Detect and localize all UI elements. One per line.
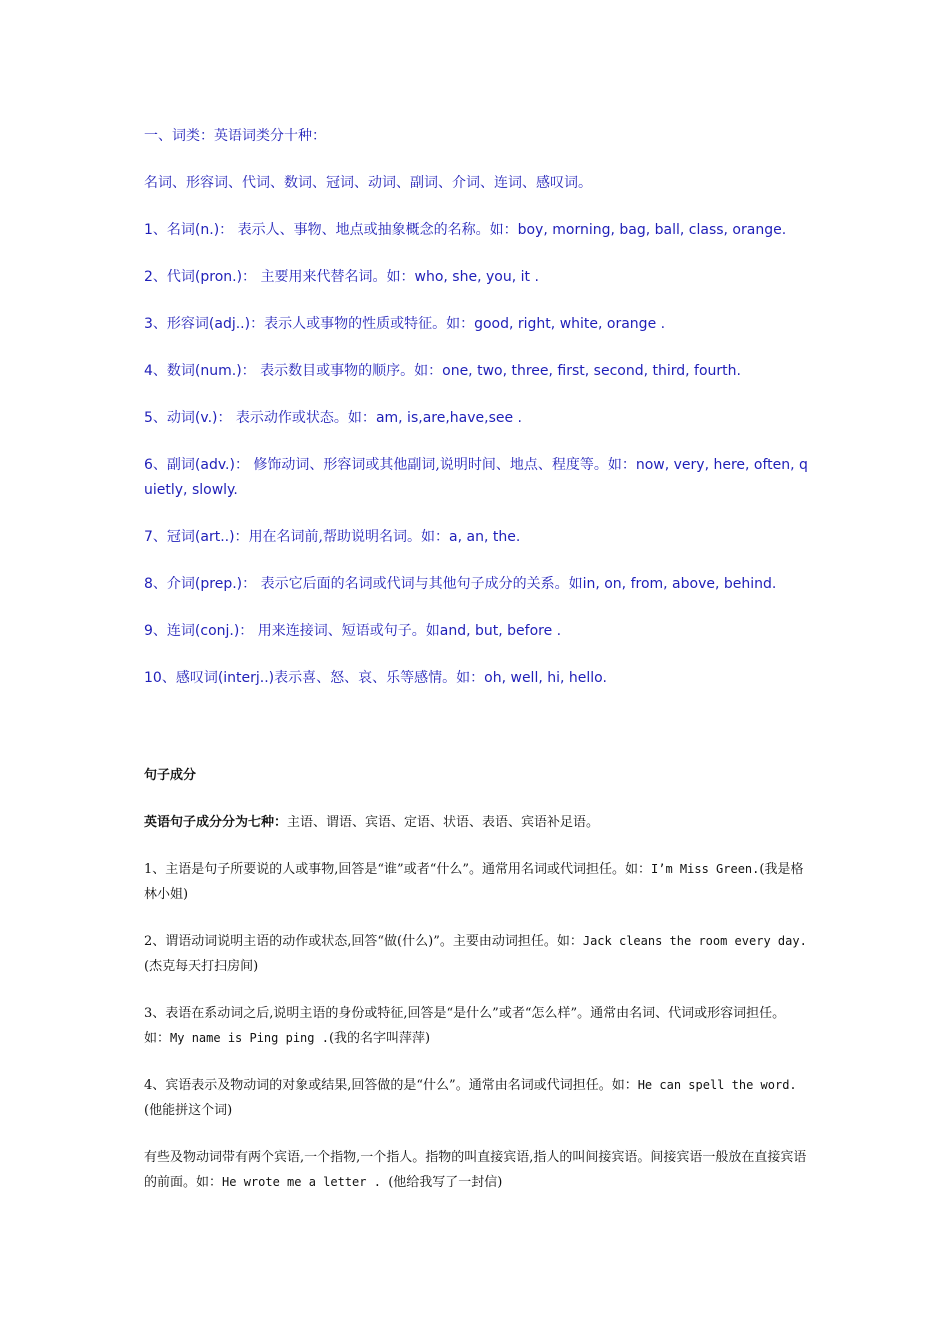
item-examples: who, she, you, it . — [414, 269, 539, 285]
item-desc: 表示人、事物、地点或抽象概念的名称。如： — [233, 222, 518, 238]
item-desc: 修饰动词、形容词或其他副词,说明时间、地点、程度等。如： — [248, 457, 636, 473]
example-translation: (我的名字叫萍萍) — [328, 1031, 431, 1046]
example-translation: (他给我写了一封信) — [388, 1175, 503, 1190]
item-desc: 表示人或事物的性质或特征。如： — [264, 316, 475, 332]
example-sentence: My name is Ping ping . — [170, 1031, 329, 1045]
item-examples: good, right, white, orange . — [474, 316, 666, 332]
list-item — [144, 359, 810, 384]
item-label: 8、介词(prep.)： — [144, 576, 257, 592]
word-class-list — [144, 171, 810, 196]
list-item — [144, 666, 810, 691]
example-sentence: I’m Miss Green. — [651, 862, 760, 876]
item-desc: 表示数目或事物的顺序。如： — [255, 363, 443, 379]
item-examples: and, but, before . — [439, 623, 562, 639]
paragraph-text: 有些及物动词带有两个宾语,一个指物,一个指人。指物的叫直接宾语,指人的叫间接宾语。间接宾语一般放在直接宾语的前面。如： — [144, 1150, 807, 1190]
item-label: 10、感叹词(interj..) — [144, 670, 275, 686]
item-desc: 用在名词前,帮助说明名词。如： — [248, 529, 450, 545]
section-title-text: 句子成分 — [144, 768, 197, 783]
list-item — [144, 453, 810, 503]
paragraph-text: 2、谓语动词说明主语的动作或状态,回答“做(什么)”。主要由动词担任。如： — [144, 934, 583, 949]
item-desc: 表示它后面的名词或代词与其他句子成分的关系。如 — [256, 576, 583, 592]
item-label: 9、连词(conj.)： — [144, 623, 254, 639]
paragraph-text: 3、表语在系动词之后,说明主语的身份或特征,回答是“是什么”或者“怎么样”。通常由名词、代词或形容词担任。如： — [144, 1006, 786, 1046]
list-text: 名词、形容词、代词、数词、冠词、动词、副词、介词、连词、感叹词。 — [144, 175, 592, 191]
example-sentence: He wrote me a letter . — [222, 1175, 389, 1189]
item-desc: 主要用来代替名词。如： — [256, 269, 415, 285]
list-item — [144, 218, 810, 243]
example-translation: (杰克每天打扫房间) — [144, 959, 259, 974]
intro-rest: 主语、谓语、宾语、定语、状语、表语、宾语补足语。 — [287, 815, 600, 830]
item-examples: one, two, three, first, second, third, fourth. — [442, 363, 741, 379]
item-label: 4、数词(num.)： — [144, 363, 256, 379]
list-item — [144, 525, 810, 550]
item-label: 2、代词(pron.)： — [144, 269, 257, 285]
list-item — [144, 312, 810, 337]
item-label: 1、名词(n.)： — [144, 222, 234, 238]
paragraph-text: 4、宾语表示及物动词的对象或结果,回答做的是“什么”。通常由名词或代词担任。如： — [144, 1078, 638, 1093]
item-examples: in, on, from, above, behind. — [582, 576, 777, 592]
paragraph-text: 1、主语是句子所要说的人或事物,回答是“谁”或者“什么”。通常用名词或代词担任。如： — [144, 862, 651, 877]
object-paragraph — [144, 1073, 810, 1123]
item-examples: a, an, the. — [449, 529, 521, 545]
list-item — [144, 619, 810, 644]
document-page — [144, 124, 810, 1217]
subject-paragraph — [144, 857, 810, 907]
list-item — [144, 406, 810, 431]
item-desc: 用来连接词、短语或句子。如 — [253, 623, 440, 639]
item-desc: 表示喜、怒、哀、乐等感情。如： — [274, 670, 485, 686]
list-item — [144, 572, 810, 597]
item-label: 6、副词(adv.)： — [144, 457, 249, 473]
section-gap — [144, 713, 810, 763]
item-examples: now, very, here, often, quietly, slowly. — [144, 457, 808, 498]
intro-bold: 英语句子成分分为七种： — [144, 815, 288, 830]
predicative-paragraph — [144, 1001, 810, 1051]
example-translation: (我是格林小姐) — [144, 862, 804, 902]
item-examples: oh, well, hi, hello. — [484, 670, 607, 686]
item-desc: 表示动作或状态。如： — [231, 410, 376, 426]
double-object-paragraph — [144, 1145, 810, 1195]
example-sentence: Jack cleans the room every day. — [582, 934, 807, 948]
example-sentence: He can spell the word. — [637, 1078, 797, 1092]
item-label: 3、形容词(adj..)： — [144, 316, 265, 332]
item-label: 7、冠词(art..)： — [144, 529, 249, 545]
item-examples: am, is,are,have,see . — [375, 410, 523, 426]
section1-heading — [144, 124, 810, 149]
item-label: 5、动词(v.)： — [144, 410, 232, 426]
heading-text: 一、词类：英语词类分十种： — [144, 128, 326, 144]
list-item — [144, 265, 810, 290]
example-translation: (他能拼这个词) — [144, 1103, 233, 1118]
predicate-paragraph — [144, 929, 810, 979]
section2-intro — [144, 810, 810, 835]
section2-title — [144, 763, 810, 788]
item-examples: boy, morning, bag, ball, class, orange. — [517, 222, 787, 238]
